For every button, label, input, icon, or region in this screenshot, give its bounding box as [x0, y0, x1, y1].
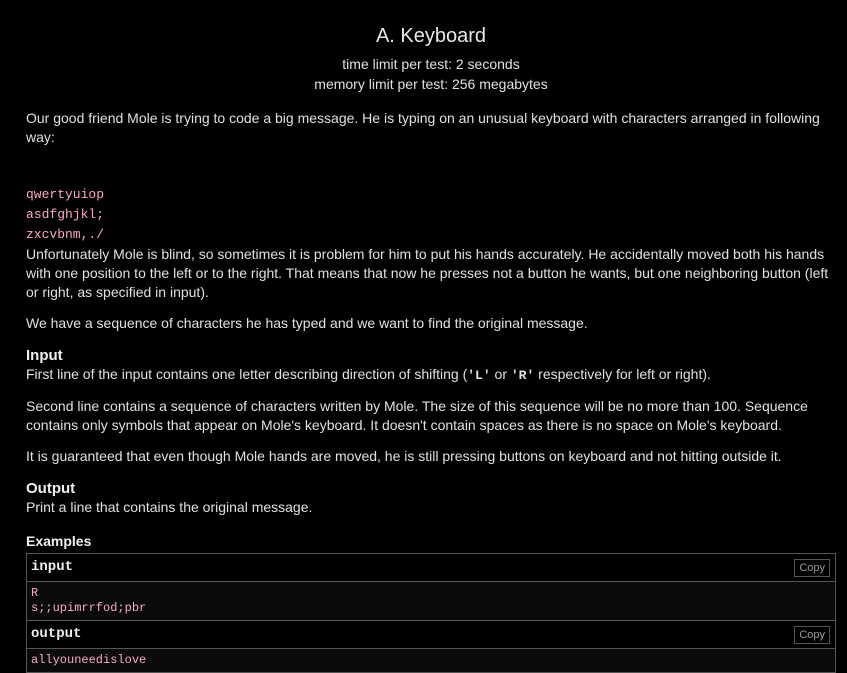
- input-paragraph: It is guaranteed that even though Mole hands are moved, he is still pressing buttons on keyboard and not hitting outside it.: [26, 448, 782, 464]
- statement-paragraph: We have a sequence of characters he has typed and we want to find the original message.: [26, 315, 588, 331]
- problem-title: A. Keyboard: [375, 25, 487, 47]
- keyboard-row: asdfghjkl;: [26, 207, 105, 222]
- copy-output-button[interactable]: Copy: [794, 626, 830, 644]
- input-section-title: Input: [26, 347, 63, 364]
- output-paragraph: Print a line that contains the original message.: [26, 499, 313, 515]
- output-section-title: Output: [26, 480, 76, 497]
- sample-input-header: [27, 554, 835, 582]
- input-paragraph: [26, 365, 836, 385]
- output-section: [26, 480, 836, 517]
- sample-output-label: output: [31, 626, 82, 642]
- sample-output-header: [27, 620, 835, 649]
- copy-input-button[interactable]: Copy: [794, 559, 830, 577]
- memory-limit: memory limit per test: 256 megabytes: [314, 76, 548, 92]
- statement-intro: Our good friend Mole is trying to code a big message. He is typing on an unusual keyboard with characters arranged in following way:: [26, 110, 820, 145]
- input-text: First line of the input contains one letter describing direction of shifting (: [26, 366, 468, 382]
- input-text: or: [490, 366, 511, 382]
- sample-input-label: input: [31, 559, 74, 575]
- code-l: 'L': [467, 368, 491, 383]
- input-section: [26, 347, 836, 466]
- input-paragraph: Second line contains a sequence of characters written by Mole. The size of this sequence will be no more than 100. Sequence contains only symbols that appear on Mole's keyboard. It doesn't contain spaces as there is no space on Mole's keyboard.: [26, 398, 808, 433]
- sample-input-line: s;;upimrrfod;pbr: [31, 601, 147, 615]
- keyboard-row: zxcvbnm,./: [26, 227, 105, 242]
- sample-input-line: R: [31, 586, 39, 600]
- code-r: 'R': [510, 368, 535, 383]
- keyboard-row: qwertyuiop: [26, 187, 105, 202]
- sample-output-line: allyouneedislove: [31, 653, 147, 667]
- sample-output-body: [27, 649, 835, 672]
- sample-test: [26, 553, 836, 673]
- examples-title: Examples: [26, 533, 92, 549]
- input-text: respectively for left or right).: [534, 366, 711, 382]
- keyboard-layout: [26, 185, 836, 245]
- time-limit: time limit per test: 2 seconds: [342, 56, 520, 72]
- statement-paragraph: Unfortunately Mole is blind, so sometimes it is problem for him to put his hands accurately. He accidentally moved both his hands with one position to the left or to the right. That means that now he presses not a button he wants, but one neighboring button (left or right, as specified in input).: [26, 246, 829, 300]
- limits: [26, 54, 836, 94]
- examples-section: [26, 532, 836, 673]
- sample-input-body: [27, 582, 835, 620]
